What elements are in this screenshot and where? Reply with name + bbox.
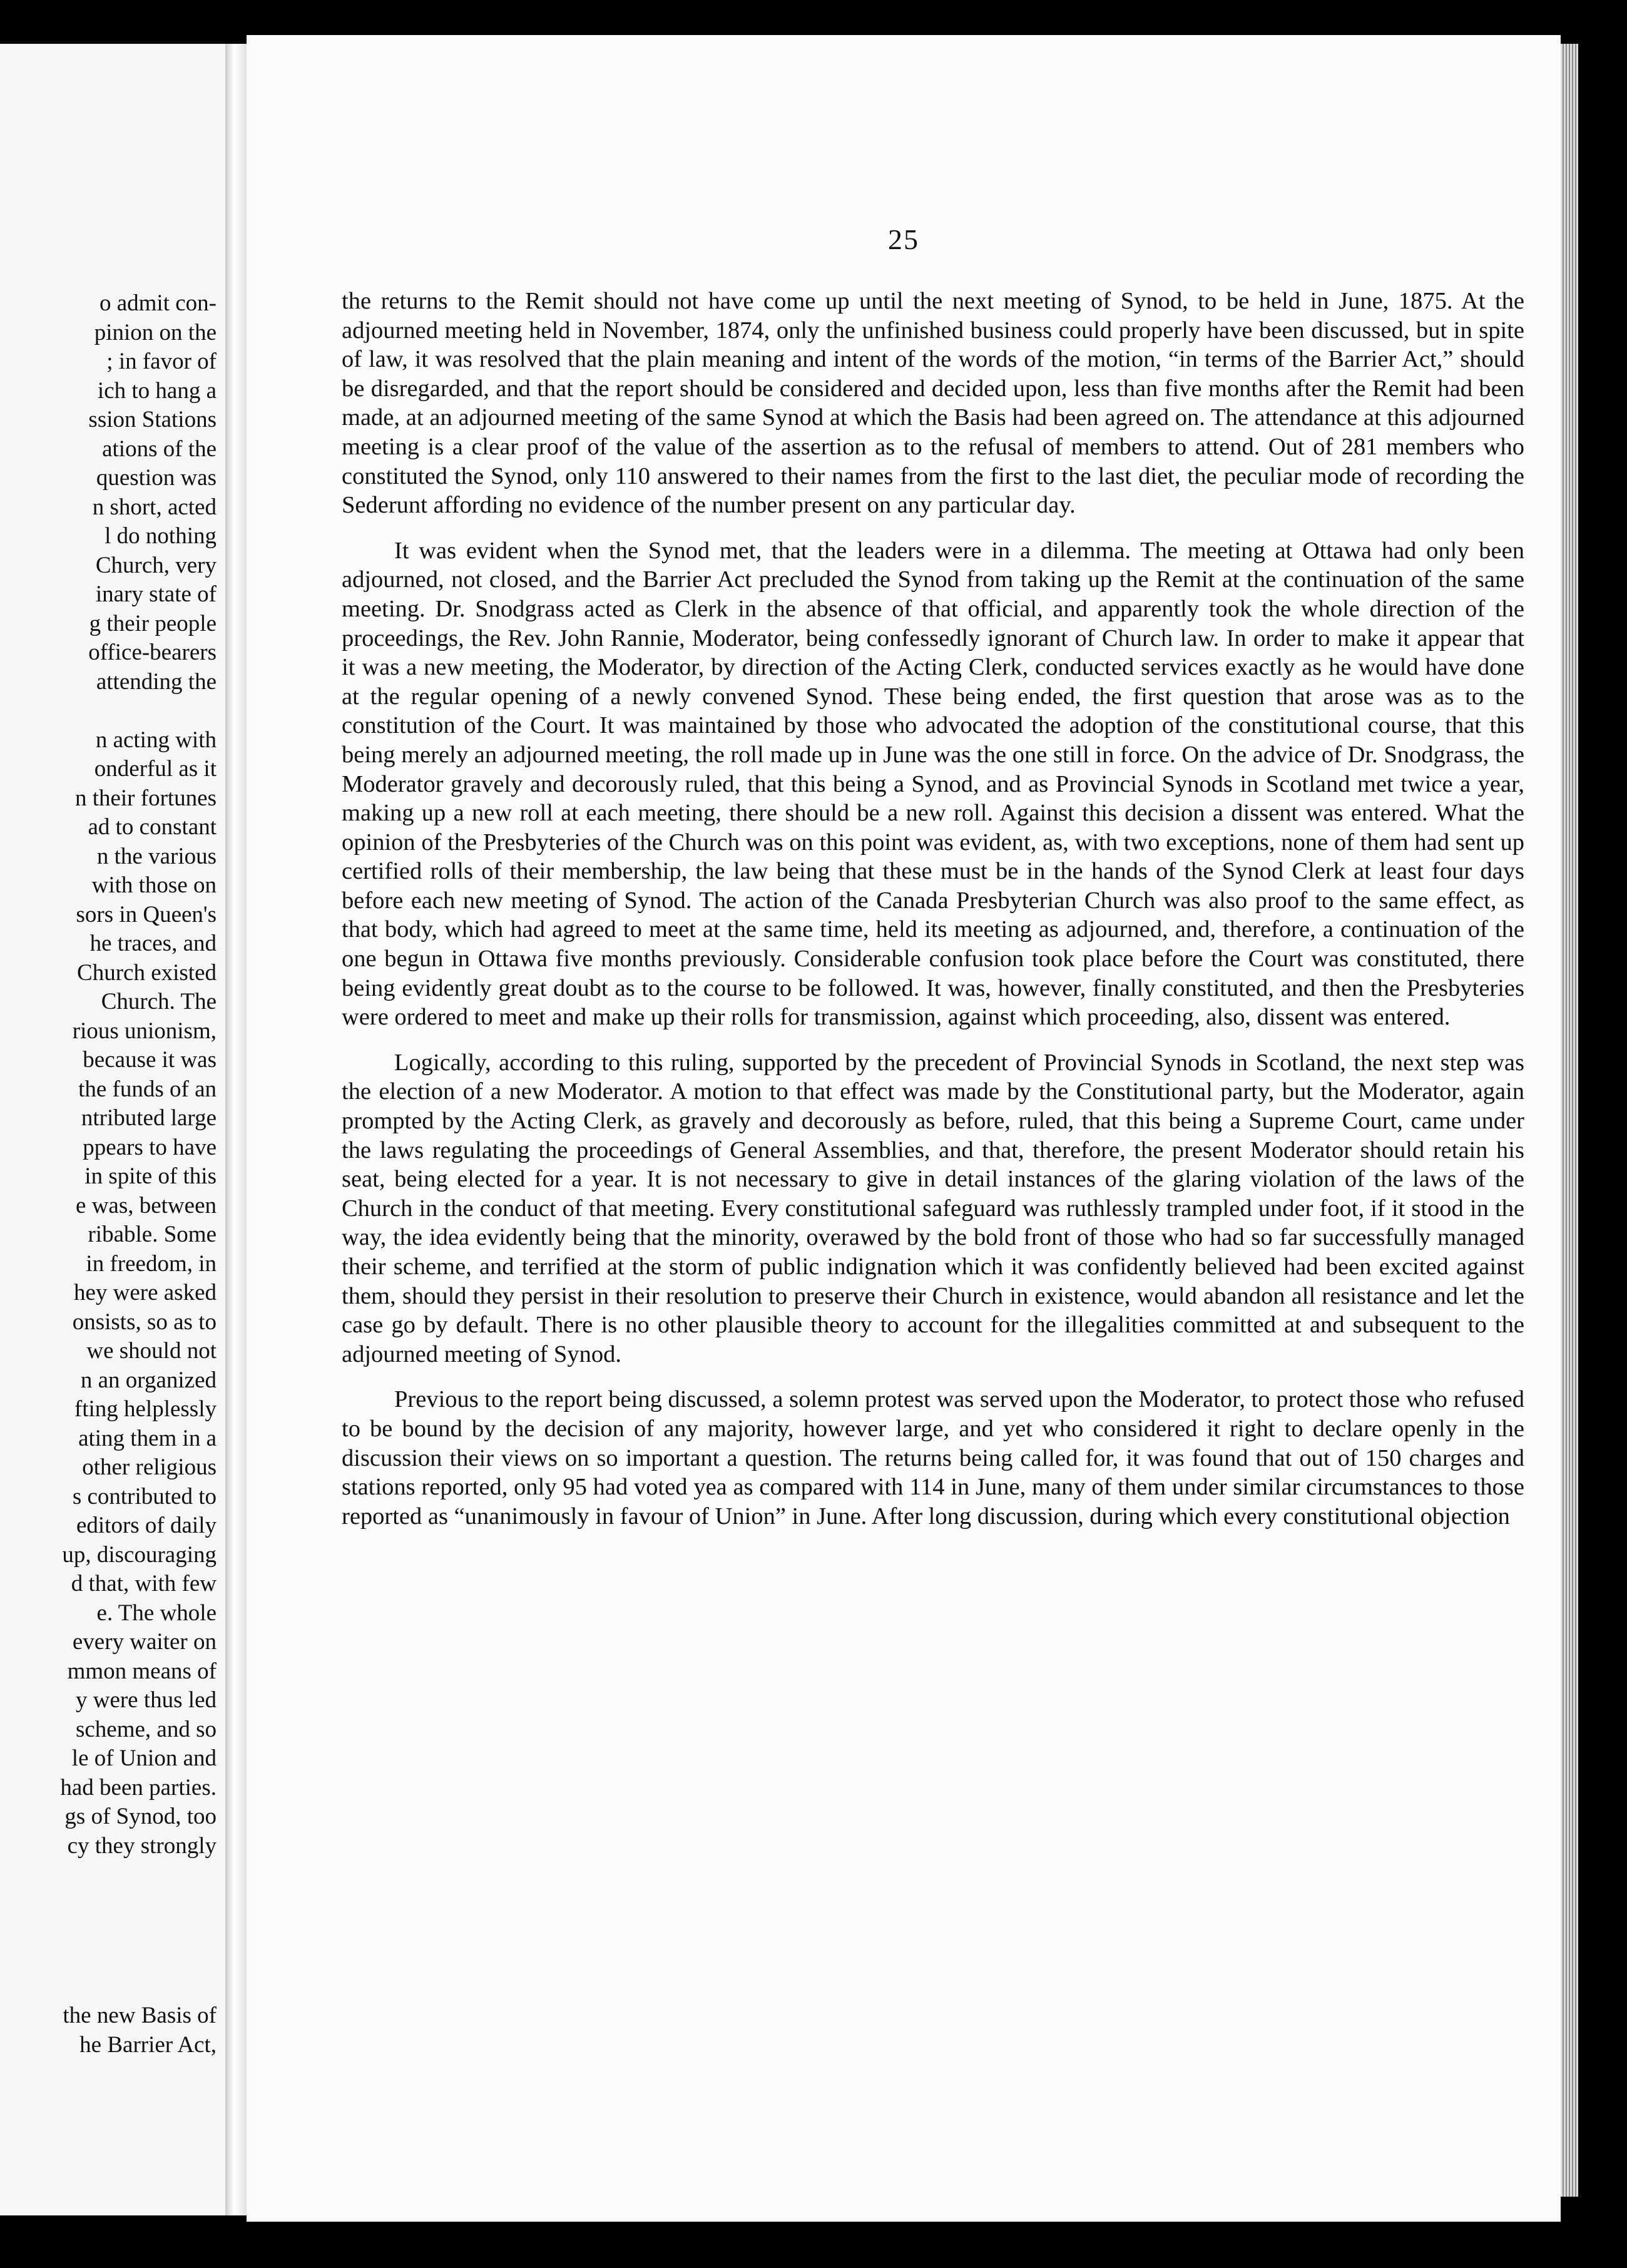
main-page: [247, 35, 1561, 2222]
facing-page-line: the funds of an: [78, 1076, 217, 1102]
body-text: [342, 287, 1524, 1531]
facing-page-line: ich to hang a: [97, 377, 217, 404]
facing-page-line: d that, with few: [71, 1571, 217, 1596]
facing-page-line: scheme, and so: [75, 1716, 217, 1742]
facing-page-line: ations of the: [102, 436, 217, 462]
facing-page-line: ssion Stations: [88, 407, 217, 432]
paragraph-2: It was evident when the Synod met, that the leaders were in a dilemma. The meeting at Ottawa had only been adjourned, not closed, and the Barrier Act precluded the Synod from taking up the Remit at the continuation of the same meeting. Dr. Snodgrass acted as Clerk in the absence of that official, and apparently took the whole direction of the proceedings, the Rev. John Rannie, Moderator, being confessedly ignorant of Church law. In order to make it appear that it was a new meeting, the Moderator, by direction of the Acting Clerk, conducted services exactly as he would have done at the regular opening of a newly convened Synod. These being ended, the first question that arose was as to the constitution of the Court. It was maintained by those who advocated the adoption of the constitutional course, that this being merely an adjourned meeting, the roll made up in June was the one still in force. On the advice of Dr. Snodgrass, the Moderator gravely and decorously ruled, that this being a Synod, and as Provincial Synods in Scotland met twice a year, making up a new roll at each meeting, there should be a new roll. Against this decision a dissent was entered. What the opinion of the Presbyteries of the Church was on this point was evident, as, with two exceptions, none of them had sent up certified rolls of their membership, the law being that these must be in the hands of the Synod Clerk at least four days before each new meeting of Synod. The action of the Canada Presbyterian Church was also proof to the same effect, as that body, which had agreed to meet at the same time, held its meeting as adjourned, and, therefore, a continuation of the one begun in Ottawa five months previously. Considerable confusion took place before the Court was constituted, there being evidently great doubt as to the course to be followed. It was, however, finally constituted, and then the Presbyteries were ordered to meet and make up their rolls for transmission, against which proceeding, also, dissent was entered.: [342, 537, 1524, 1031]
paragraph-1: the returns to the Remit should not have come up until the next meeting of Synod, to be held in June, 1875. At the adjourned meeting held in November, 1874, only the unfinished business could properly have been discussed, but in spite of law, it was resolved that the plain meaning and intent of the words of the motion, “in terms of the Barrier Act,” should be disregarded, and that the report should be considered and decided upon, less than five months after the Remit had been made, at an adjourned meeting of the same Synod at which the Basis had been agreed on. The attendance at this adjourned meeting is a clear proof of the value of the assertion as to the refusal of members to attend. Out of 281 members who constituted the Synod, only 110 answered to their names from the first to the last diet, the peculiar mode of recording the Sederunt affording no evidence of the number present on any particular day.: [342, 288, 1524, 519]
page-number: 25: [888, 223, 919, 255]
facing-page-line: ppears to have: [83, 1134, 217, 1160]
facing-page-line: n an organized: [80, 1367, 217, 1393]
facing-page-line: question was: [96, 465, 217, 491]
facing-page-line: o admit con-: [99, 290, 217, 316]
facing-page-line: rious unionism,: [72, 1018, 217, 1044]
facing-page-line: e was, between: [76, 1192, 217, 1218]
book-gutter: [225, 44, 247, 2215]
facing-page-line: had been parties.: [60, 1774, 217, 1801]
facing-page-line: pinion on the: [94, 319, 217, 345]
facing-page-line: y were thus led: [75, 1687, 217, 1713]
facing-page-line: sors in Queen's: [76, 901, 217, 927]
facing-page-line: up, discouraging: [62, 1541, 217, 1568]
facing-page-line: ntributed large: [81, 1105, 217, 1131]
facing-page-line: in spite of this: [84, 1163, 217, 1189]
facing-page-line: le of Union and: [71, 1745, 217, 1771]
facing-page-line: office-bearers: [88, 640, 217, 665]
facing-page-line: mmon means of: [67, 1658, 217, 1684]
facing-page-line: inary state of: [95, 581, 217, 607]
facing-page-line: the new Basis of: [63, 2003, 217, 2028]
facing-page-line: onderful as it: [94, 756, 217, 782]
facing-page-line: l do nothing: [105, 523, 217, 549]
page-stack-edge: [1561, 44, 1578, 2197]
facing-page-line: fting helplessly: [74, 1396, 217, 1422]
facing-page-line: n their fortunes: [74, 785, 217, 811]
facing-page-line: s contributed to: [72, 1483, 217, 1509]
facing-page-line: n short, acted: [92, 494, 217, 520]
facing-page-line: other religious: [82, 1454, 217, 1480]
facing-page-left: [0, 44, 225, 2215]
facing-page-line: he traces, and: [89, 931, 217, 956]
facing-page-line: Church, very: [95, 552, 217, 578]
facing-page-line: with those on: [91, 872, 217, 898]
facing-page-text-top: [60, 289, 217, 1861]
paragraph-3: Logically, according to this ruling, supported by the precedent of Provincial Synods in Scotland, the next step was the election of a new Moderator. A motion to that effect was made by the Constitutional party, but the Moderator, again prompted by the Acting Clerk, as gravely and decorously as before, ruled, that this being a Supreme Court, came under the laws regulating the proceedings of General Assemblies, and that, therefore, the present Moderator should retain his seat, being elected for a year. It is not necessary to give in detail instances of the glaring violation of the laws of the Church in the conduct of that meeting. Every constitutional safeguard was ruthlessly trampled under foot, if it stood in the way, the idea evidently being that the minority, overawed by the bold front of those who had so far successfully managed their scheme, and terrified at the storm of public indignation which it was confidently believed had been excited against them, should they persist in their resolution to preserve their Church in existence, would abandon all resistance and let the case go by default. There is no other plausible theory to account for the illegalities committed at and subsequent to the adjourned meeting of Synod.: [342, 1049, 1524, 1367]
facing-page-line: n acting with: [95, 727, 217, 753]
facing-page-line: Church. The: [101, 989, 217, 1014]
facing-page-line: onsists, so as to: [72, 1309, 217, 1335]
facing-page-line: n the various: [96, 843, 217, 869]
facing-page-text-bottom: [63, 2001, 217, 2060]
facing-page-line: g their people: [89, 610, 217, 636]
facing-page-line: Church existed: [77, 959, 217, 986]
facing-page-line: we should not: [86, 1338, 217, 1364]
facing-page-line: ating them in a: [78, 1425, 217, 1451]
facing-page-line: every waiter on: [72, 1629, 217, 1655]
facing-page-line: because it was: [83, 1047, 217, 1073]
facing-page-line: attending the: [96, 668, 217, 695]
facing-page-line: ad to constant: [88, 814, 217, 840]
facing-page-line: [60, 697, 217, 726]
facing-page-line: hey were asked: [73, 1280, 217, 1305]
paragraph-4: Previous to the report being discussed, a solemn protest was served upon the Moderator, to protect those who refused to be bound by the decision of any majority, however large, and yet who considered it right to declare openly in the discussion their views on so important a question. The returns being called for, it was found that out of 150 charges and stations reported, only 95 had voted yea as compared with 114 in June, many of them under similar circumstances to those reported as “unanimously in favour of Union” in June. After long discussion, during which every constitutional objection: [342, 1386, 1524, 1530]
facing-page-line: he Barrier Act,: [79, 2031, 217, 2058]
facing-page-line: gs of Synod, too: [64, 1804, 217, 1829]
facing-page-line: e. The whole: [96, 1600, 217, 1626]
facing-page-line: ; in favor of: [106, 349, 217, 374]
facing-page-line: in freedom, in: [86, 1250, 217, 1277]
facing-page-line: cy they strongly: [67, 1832, 217, 1859]
facing-page-line: ribable. Some: [88, 1222, 217, 1247]
facing-page-line: editors of daily: [76, 1513, 217, 1538]
